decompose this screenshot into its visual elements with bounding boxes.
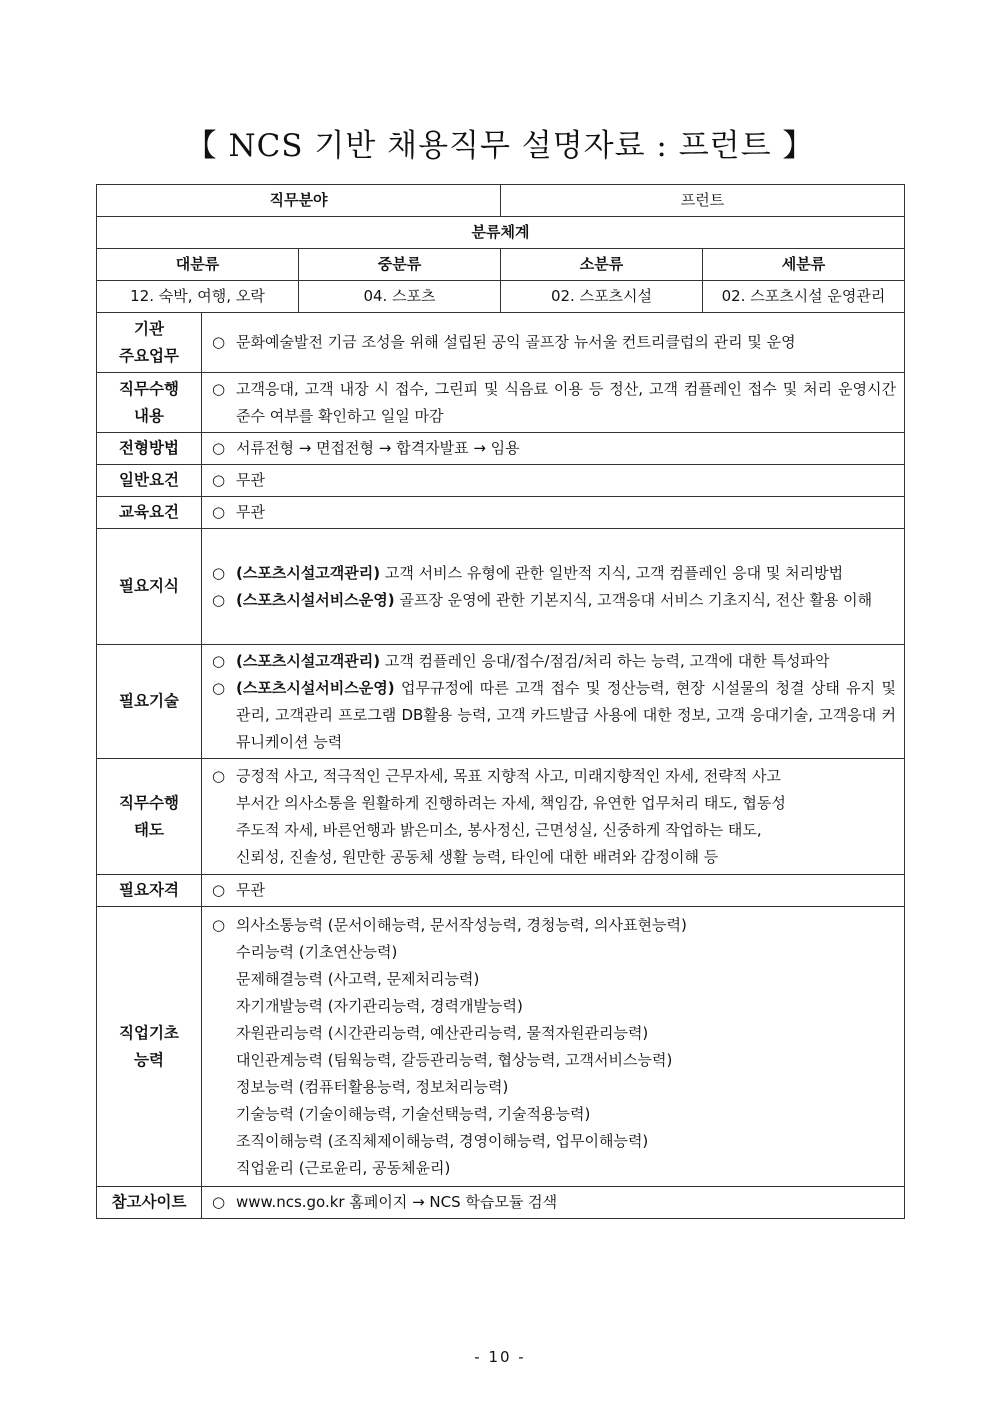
label-line: 주요업무 xyxy=(119,346,179,365)
label-line: 직무수행 xyxy=(119,379,179,398)
attitude-line: 긍정적 사고, 적극적인 근무자세, 목표 지향적 사고, 미래지향적인 자세, 전략적 사고 xyxy=(236,766,781,785)
attitude-label xyxy=(97,759,202,875)
ability-line: 기술능력 (기술이해능력, 기술선택능력, 기술적용능력) xyxy=(236,1104,591,1123)
label-line: 직업기초 xyxy=(119,1023,179,1042)
attitude-line: 신뢰성, 진솔성, 원만한 공동체 생활 능력, 타인에 대한 배려와 감정이해 등 xyxy=(236,847,719,866)
process-label: 전형방법 xyxy=(97,433,202,465)
class-value-major: 12. 숙박, 여행, 오락 xyxy=(97,281,299,313)
ability-line: 조직이해능력 (조직체제이해능력, 경영이해능력, 업무이해능력) xyxy=(236,1131,649,1150)
ability-line: 대인관계능력 (팀웍능력, 갈등관리능력, 협상능력, 고객서비스능력) xyxy=(236,1050,673,1069)
duty-text: 고객응대, 고객 내장 시 접수, 그린피 및 식음료 이용 등 정산, 고객 컴플레인 접수 및 처리 운영시간 준수 여부를 확인하고 일일 마감 xyxy=(236,379,897,425)
bullet-icon: ○ xyxy=(212,881,226,899)
process-content xyxy=(202,433,905,465)
ability-line: 문제해결능력 (사고력, 문제처리능력) xyxy=(236,969,480,988)
education-label: 교육요건 xyxy=(97,497,202,529)
class-header-detail: 세분류 xyxy=(703,249,905,281)
bullet-icon: ○ xyxy=(212,590,226,609)
basic-ability-label xyxy=(97,907,202,1187)
knowledge-item: (스포츠시설서비스운영) 골프장 운영에 관한 기본지식, 고객응대 서비스 기초지식, 전산 활용 이해 xyxy=(236,590,873,609)
knowledge-content xyxy=(202,529,905,645)
certificate-content xyxy=(202,875,905,907)
page-number: - 10 - xyxy=(474,1348,526,1366)
knowledge-label: 필요지식 xyxy=(97,529,202,645)
class-value-detail: 02. 스포츠시설 운영관리 xyxy=(703,281,905,313)
main-business-text: 문화예술발전 기금 조성을 위해 설립된 공익 골프장 뉴서울 컨트리클럽의 관리 및 운영 xyxy=(236,333,796,351)
general-content xyxy=(202,465,905,497)
ability-line: 자기개발능력 (자기관리능력, 경력개발능력) xyxy=(236,996,523,1015)
bullet-icon: ○ xyxy=(212,333,226,351)
skills-label: 필요기술 xyxy=(97,645,202,759)
attitude-line: 부서간 의사소통을 원활하게 진행하려는 자세, 책임감, 유연한 업무처리 태도, 협동성 xyxy=(236,793,786,812)
attitude-content xyxy=(202,759,905,875)
certificate-text: 무관 xyxy=(236,881,265,899)
job-description-table xyxy=(96,184,905,1219)
job-field-label: 직무분야 xyxy=(97,185,501,217)
skills-item: (스포츠시설서비스운영) 업무규정에 따른 고객 접수 및 정산능력, 현장 시설물의 청결 상태 유지 및 관리, 고객관리 프로그램 DB활용 능력, 고객 카드발급 사용에 대한 정보, 고객 응대기술, 고객응대 커뮤니케이션 능력 xyxy=(236,678,897,751)
bullet-icon: ○ xyxy=(212,678,226,697)
duty-content xyxy=(202,373,905,433)
bullet-icon: ○ xyxy=(212,766,226,785)
classification-label: 분류체계 xyxy=(97,217,905,249)
bullet-icon: ○ xyxy=(212,439,226,457)
bullet-icon: ○ xyxy=(212,563,226,582)
ability-line: 수리능력 (기초연산능력) xyxy=(236,942,398,961)
bullet-icon: ○ xyxy=(212,651,226,670)
bullet-icon: ○ xyxy=(212,379,226,398)
education-content xyxy=(202,497,905,529)
label-line: 직무수행 xyxy=(119,793,179,812)
bullet-icon: ○ xyxy=(212,503,226,521)
ability-line: 의사소통능력 (문서이해능력, 문서작성능력, 경청능력, 의사표현능력) xyxy=(236,915,687,934)
label-line: 태도 xyxy=(134,820,164,839)
main-business-label xyxy=(97,313,202,373)
main-business-content xyxy=(202,313,905,373)
page-title: 【 NCS 기반 채용직무 설명자료 : 프런트 】 xyxy=(185,128,815,164)
knowledge-item: (스포츠시설고객관리) 고객 서비스 유형에 관한 일반적 지식, 고객 컴플레인 응대 및 처리방법 xyxy=(236,563,844,582)
general-label: 일반요건 xyxy=(97,465,202,497)
bullet-icon: ○ xyxy=(212,471,226,489)
ability-line: 자원관리능력 (시간관리능력, 예산관리능력, 물적자원관리능력) xyxy=(236,1023,649,1042)
ability-line: 정보능력 (컴퓨터활용능력, 정보처리능력) xyxy=(236,1077,509,1096)
job-field-value: 프런트 xyxy=(501,185,905,217)
class-header-minor: 소분류 xyxy=(501,249,703,281)
process-text: 서류전형 → 면접전형 → 합격자발표 → 임용 xyxy=(236,439,520,457)
class-value-middle: 04. 스포츠 xyxy=(299,281,501,313)
education-text: 무관 xyxy=(236,503,265,521)
reference-label: 참고사이트 xyxy=(97,1187,202,1219)
ability-line: 직업윤리 (근로윤리, 공동체윤리) xyxy=(236,1158,451,1177)
class-header-major: 대분류 xyxy=(97,249,299,281)
label-line: 능력 xyxy=(134,1050,164,1069)
reference-content xyxy=(202,1187,905,1219)
certificate-label: 필요자격 xyxy=(97,875,202,907)
bullet-icon: ○ xyxy=(212,915,226,934)
bullet-icon: ○ xyxy=(212,1193,226,1211)
label-line: 내용 xyxy=(134,406,164,425)
general-text: 무관 xyxy=(236,471,265,489)
basic-ability-content xyxy=(202,907,905,1187)
class-value-minor: 02. 스포츠시설 xyxy=(501,281,703,313)
skills-item: (스포츠시설고객관리) 고객 컴플레인 응대/접수/점검/처리 하는 능력, 고객에 대한 특성파악 xyxy=(236,651,830,670)
label-line: 기관 xyxy=(134,319,164,338)
duty-label xyxy=(97,373,202,433)
reference-text: www.ncs.go.kr 홈페이지 → NCS 학습모듈 검색 xyxy=(236,1193,558,1211)
class-header-middle: 중분류 xyxy=(299,249,501,281)
skills-content xyxy=(202,645,905,759)
attitude-line: 주도적 자세, 바른언행과 밝은미소, 봉사정신, 근면성실, 신중하게 작업하는 태도, xyxy=(236,820,762,839)
